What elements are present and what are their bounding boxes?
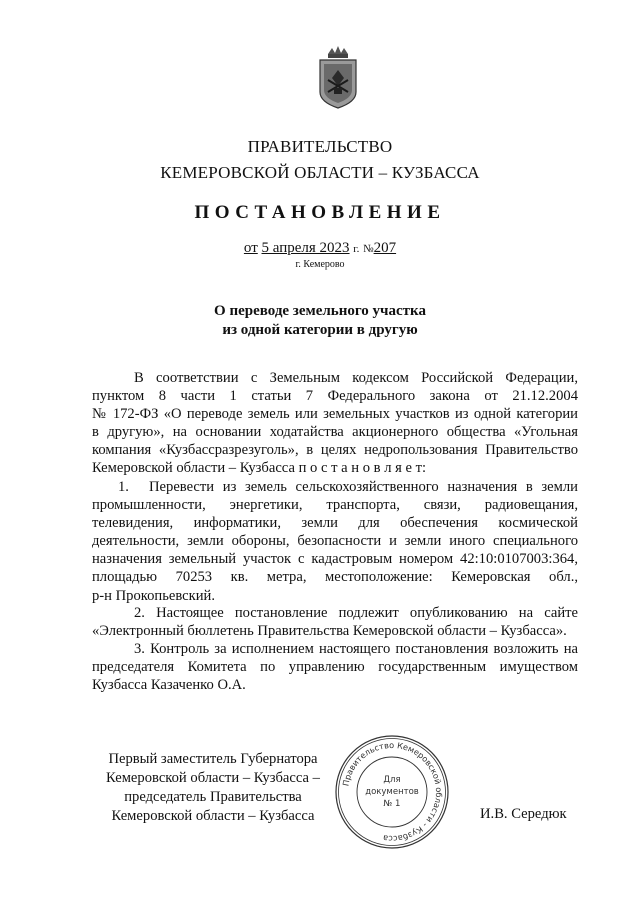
- text-line: площадью 70253 кв. метра, местоположение: Кемеровская обл.,: [92, 569, 578, 586]
- coat-of-arms-icon: [316, 44, 360, 110]
- text-line: деятельности, земли обороны, безопасности и земли иного специального: [92, 533, 578, 550]
- date-line: [0, 240, 640, 257]
- text-line: пунктом 8 части 1 статьи 7 Федерального закона от 21.12.2004: [92, 388, 578, 405]
- signer-position-line: Первый заместитель Губернатора: [108, 751, 318, 767]
- date-prefix: от: [243, 240, 258, 256]
- paragraph-item-2: [92, 604, 578, 640]
- official-stamp: [333, 733, 451, 851]
- text-line: телевидения, информатики, земли для обеспечения космической: [92, 515, 578, 532]
- year-suffix: г.: [353, 243, 360, 255]
- number-sign: №: [363, 243, 374, 255]
- text-line: председателя Комитета по управлению государственным имуществом: [92, 659, 578, 676]
- text-line: «Электронный бюллетень Правительства Кемеровской области – Кузбасса».: [92, 623, 567, 640]
- item-number: 1.: [118, 479, 129, 495]
- city: г. Кемерово: [295, 259, 345, 270]
- stamp-ring-text: Правительство Кемеровской области - Кузбасса: [340, 739, 445, 845]
- signer-position: [90, 750, 336, 826]
- paragraph-preamble: [92, 369, 578, 478]
- text-line: в другую», на основании ходатайства акционерного общества «Угольная: [92, 424, 578, 441]
- stamp-center-line: № 1: [383, 799, 401, 809]
- signer-position-line: Кемеровской области – Кузбасса: [111, 808, 315, 824]
- text-line: промышленности, энергетики, транспорта, связи, радиовещания,: [92, 497, 578, 514]
- subject-line-1: О переводе земельного участка: [214, 303, 426, 319]
- document-number: 207: [373, 240, 397, 256]
- document-date: 5 апреля 2023: [261, 240, 350, 256]
- text-line: № 172-ФЗ «О переводе земель или земельных участков из одной категории: [92, 406, 578, 423]
- paragraph-item-1: [92, 478, 578, 605]
- text-line: Кузбасса Казаченко О.А.: [92, 677, 246, 694]
- text-line: [92, 478, 578, 496]
- stamp-center-line: документов: [365, 787, 419, 797]
- government-region: КЕМЕРОВСКОЙ ОБЛАСТИ – КУЗБАССА: [160, 163, 480, 182]
- text-line: р-н Прокопьевский.: [92, 587, 215, 604]
- text-line: 2. Настоящее постановление подлежит опубликованию на сайте: [134, 605, 578, 621]
- text-line: Кемеровской области – Кузбасса п о с т а н о в л я е т:: [92, 460, 427, 477]
- stamp-center-line: Для: [383, 775, 401, 785]
- signer-position-line: Кемеровской области – Кузбасса –: [106, 770, 320, 786]
- signer-name: И.В. Середюк: [480, 806, 567, 822]
- paragraph-item-3: [92, 640, 578, 694]
- text-line: назначения земельный участок с кадастровым номером 42:10:0107003:364,: [92, 551, 578, 568]
- subject-line-2: из одной категории в другую: [222, 322, 418, 338]
- text-line: компания «Кузбассразрезуголь», в целях недропользования Правительство: [92, 442, 578, 459]
- document-type: ПОСТАНОВЛЕНИЕ: [194, 202, 446, 223]
- text-line: 3. Контроль за исполнением настоящего постановления возложить на: [134, 641, 578, 657]
- government-title: ПРАВИТЕЛЬСТВО: [247, 137, 393, 156]
- text-line: Перевести из земель сельскохозяйственного назначения в земли: [149, 479, 578, 495]
- text-line: В соответствии с Земельным кодексом Российской Федерации,: [134, 370, 578, 386]
- signer-position-line: председатель Правительства: [124, 789, 302, 805]
